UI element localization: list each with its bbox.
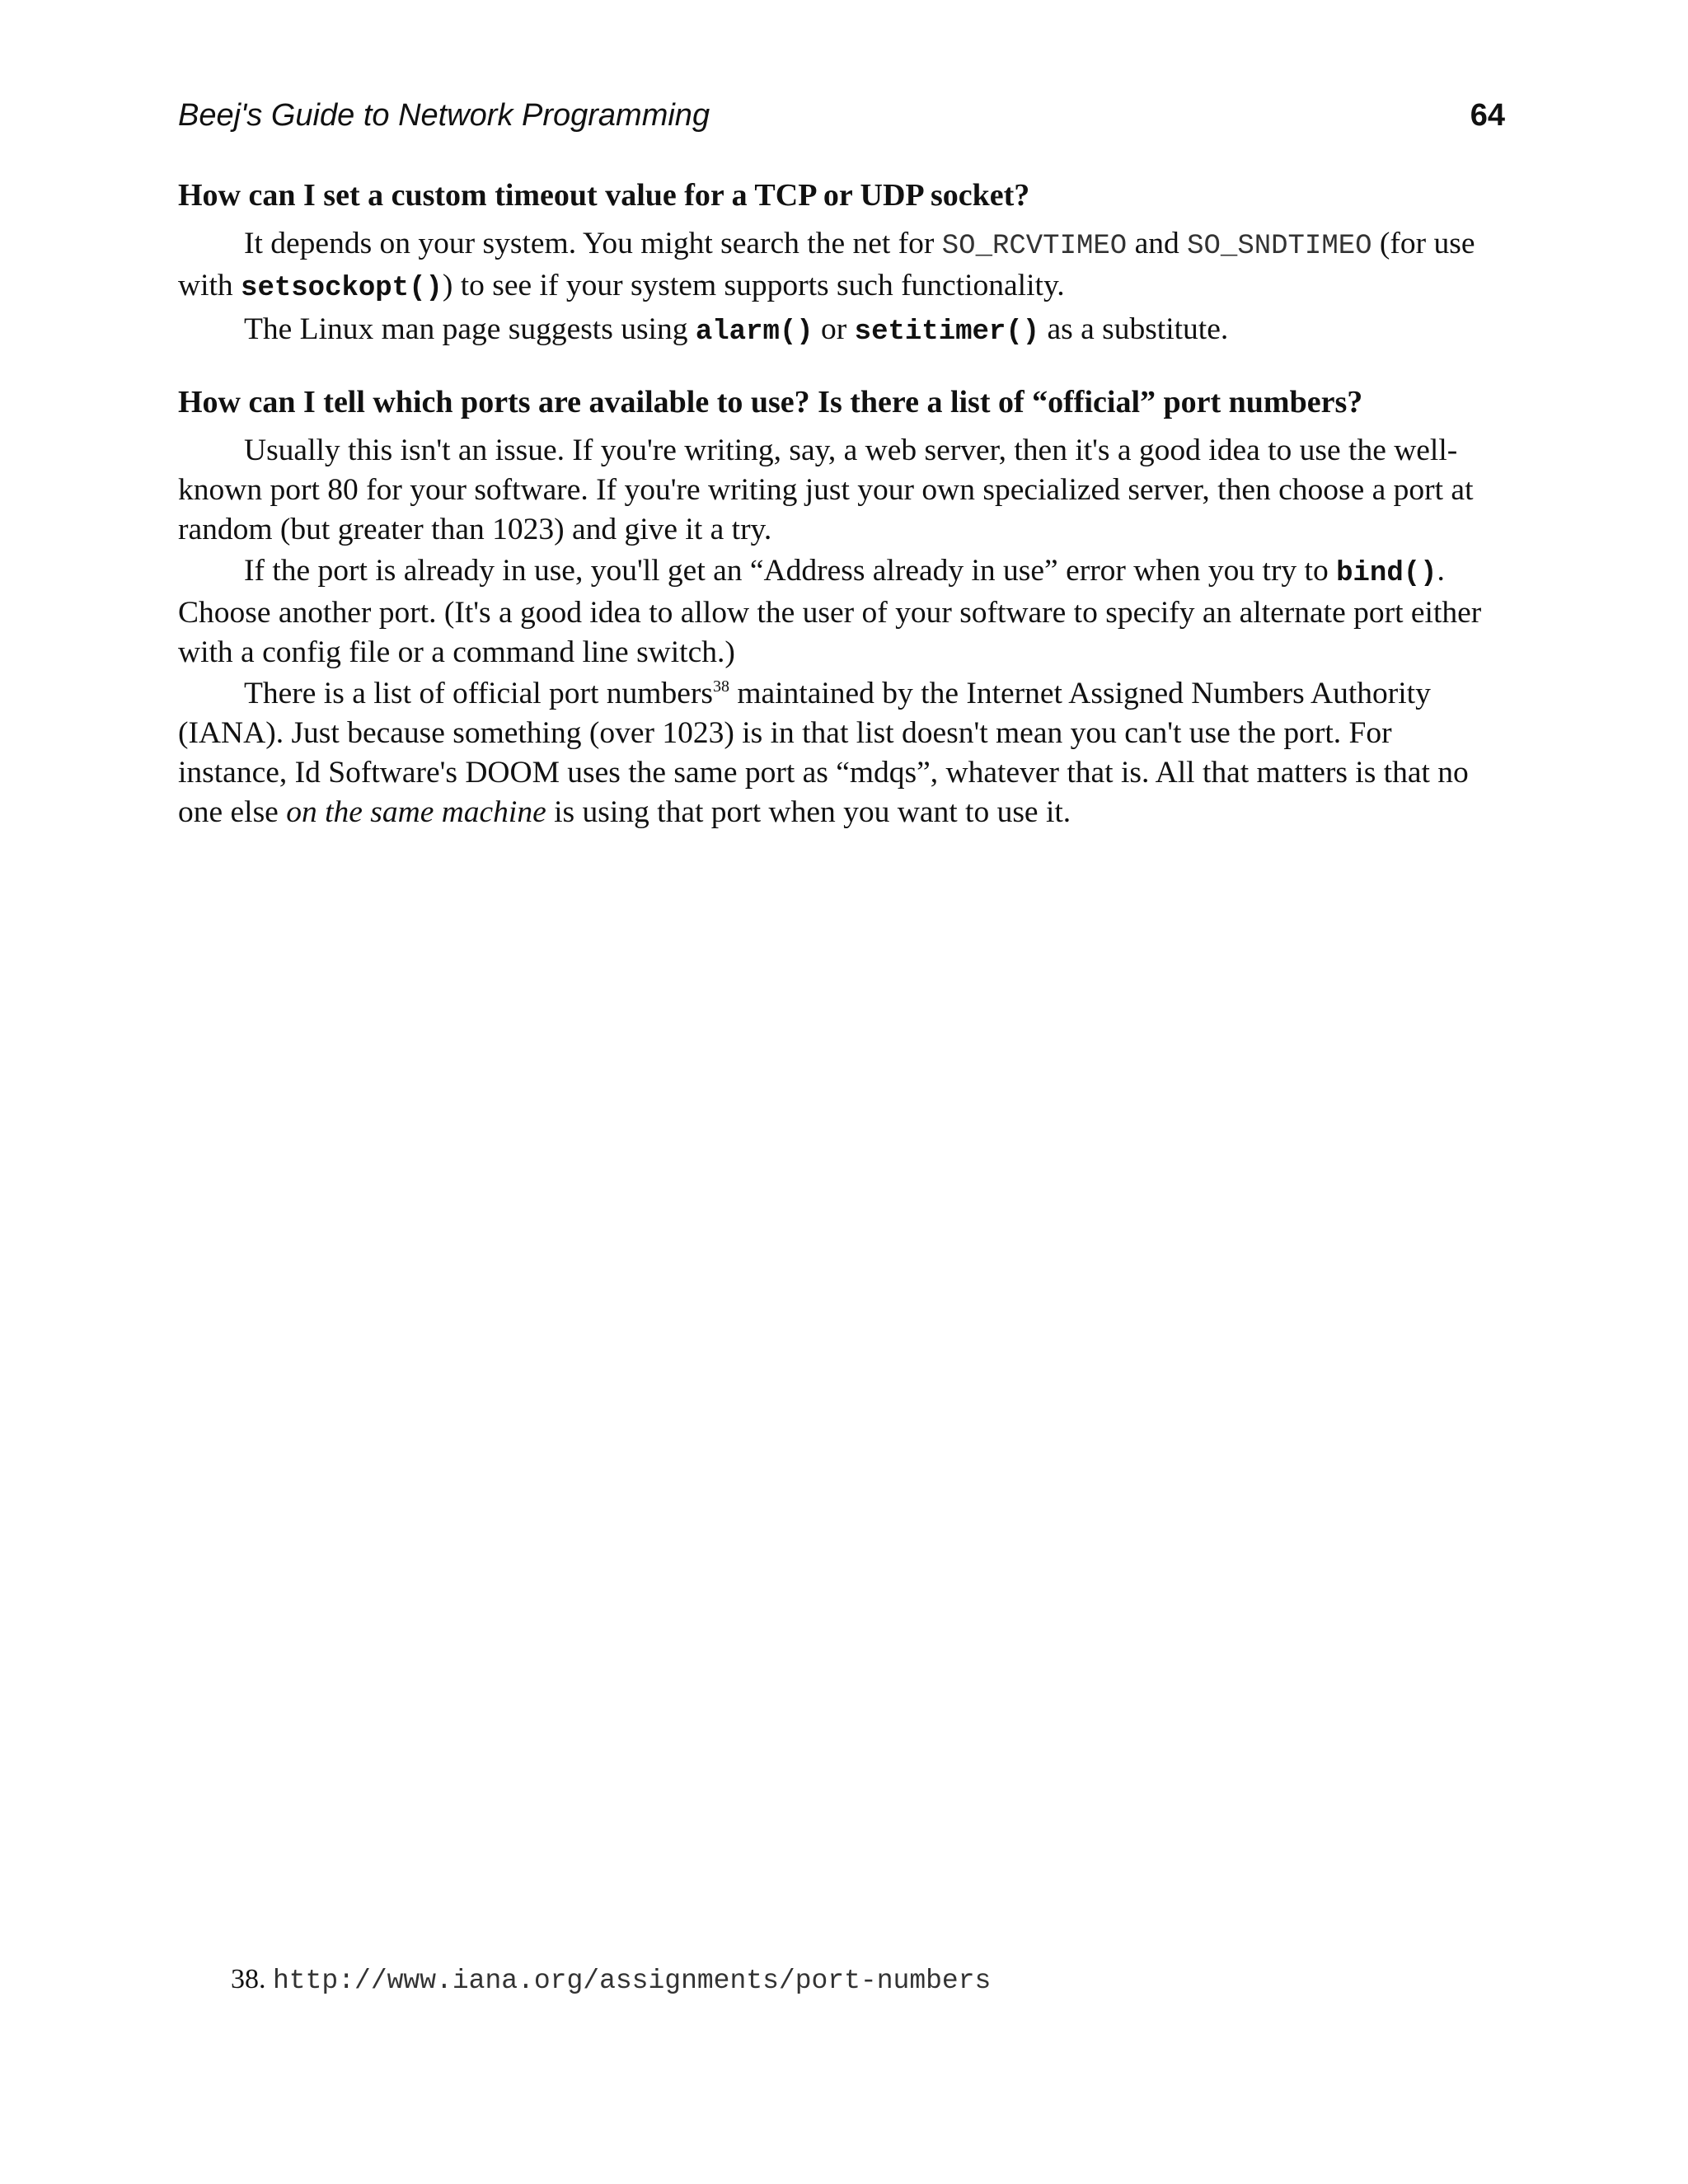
text-run: maintained by the Internet Assigned Numbers Authority (IANA). Just because something (over 1023) is in that list doesn't mean you can't use the port. For instance, Id Software's DOOM uses the same port as “mdqs”, whatever that is. All that matters is that no one else [178,677,1469,829]
page-number: 64 [1470,98,1505,133]
text-run: ) to see if your system supports such functionality. [442,269,1065,302]
code-bind: bind() [1336,558,1437,589]
code-setitimer: setitimer() [854,316,1040,348]
code-setsockopt: setsockopt() [241,273,443,304]
paragraph-ports-2 [178,551,1505,673]
text-run: is using that port when you want to use it. [546,795,1071,829]
footnote-url-link[interactable]: http://www.iana.org/assignments/port-numbers [273,1966,992,1996]
paragraph-ports-3 [178,674,1505,832]
faq-question-ports: How can I tell which ports are available to use? Is there a list of “official” port numbers? [178,385,1363,419]
footnote-number: 38. [231,1964,266,1994]
faq-question-timeout: How can I set a custom timeout value for a TCP or UDP socket? [178,178,1030,213]
text-run: The Linux man page suggests using [244,312,696,346]
running-title: Beej's Guide to Network Programming [178,98,710,133]
text-run: as a substitute. [1039,312,1229,346]
page-content [178,175,1505,832]
emphasis-same-machine: on the same machine [286,795,546,829]
footnote-marker[interactable]: 38 [712,677,729,696]
paragraph-ports-1 [178,431,1505,550]
text-run: Usually this isn't an issue. If you're writing, say, a web server, then it's a good idea to use the well-known port 80 for your software. If you're writing just your own specialized server, then choose a port at random (but greater than 1023) and give it a try. [178,434,1474,546]
text-run: or [813,312,855,346]
text-run: (for use with [178,227,1475,302]
code-alarm: alarm() [695,316,814,348]
text-run: . Choose another port. (It's a good idea to allow the user of your software to specify an alternate port either with a config file or a command line switch.) [178,554,1482,669]
footnote [231,1960,991,2001]
paragraph-timeout-1 [178,224,1505,308]
text-run: It depends on your system. You might search the net for [244,227,942,260]
paragraph-timeout-2 [178,310,1505,352]
text-run: There is a list of official port numbers [244,677,713,710]
page-header [178,92,1505,138]
text-run: If the port is already in use, you'll get an “Address already in use” error when you try to [244,554,1337,588]
code-so-rcvtimeo: SO_RCVTIMEO [941,231,1128,262]
text-run: and [1127,227,1188,260]
code-so-sndtimeo: SO_SNDTIMEO [1187,231,1372,262]
